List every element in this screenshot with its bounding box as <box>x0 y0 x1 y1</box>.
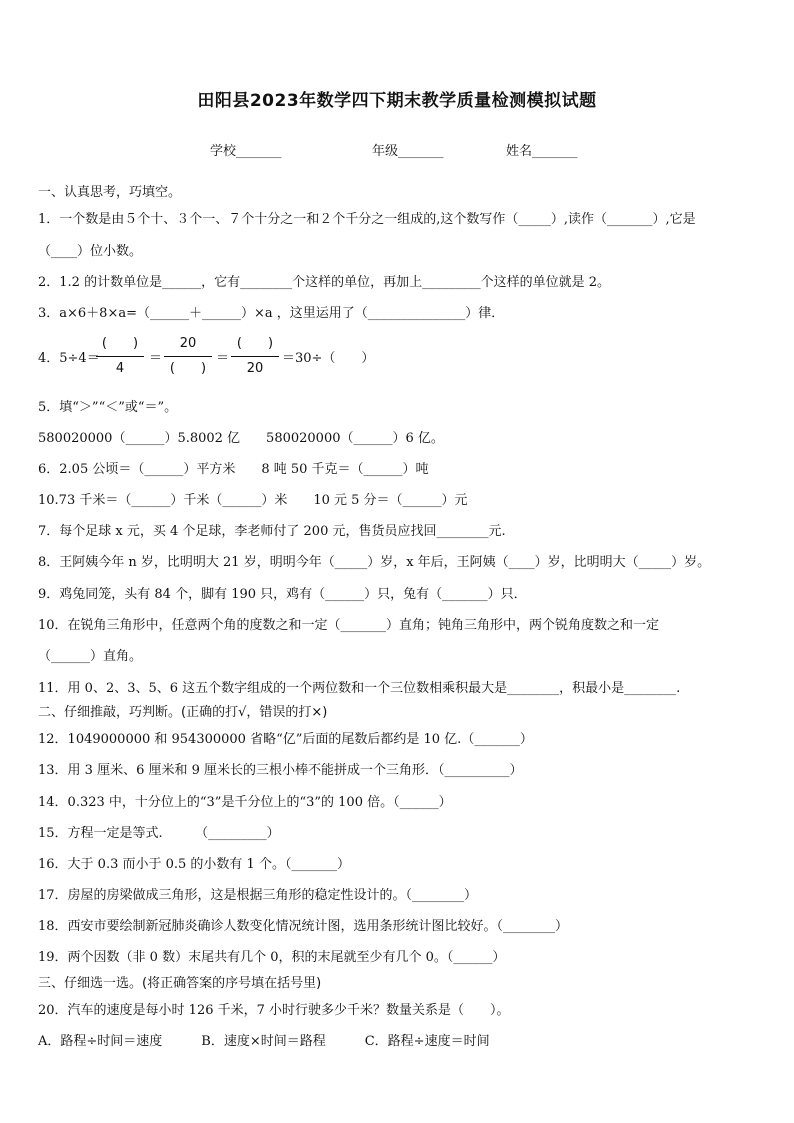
q4-f2-denominator: ( ) <box>169 361 207 376</box>
page-title: 田阳县2023年数学四下期末教学质量检测模拟试题 <box>197 91 597 111</box>
question-19: 19．两个因数（非 0 数）末尾共有几个 0，积的末尾就至少有几个 0。（______） <box>38 950 506 965</box>
q4-fraction-3 <box>231 334 279 379</box>
question-12: 12．1049000000 和 954300000 省略“亿”后面的尾数后都约是 10 亿.（_______） <box>38 732 533 747</box>
question-14: 14．0.323 中，十分位上的“3”是千分位上的“3”的 100 倍。（______） <box>38 795 452 810</box>
question-5: 5．填“＞”“＜”或“＝”。 <box>38 400 178 415</box>
question-8: 8．王阿姨今年 n 岁，比明明大 21 岁，明明今年（_____）岁，x 年后，王阿姨（____）岁，比明明大（_____）岁。 <box>38 555 711 570</box>
section-1-heading: 一、认真思考，巧填空。 <box>38 185 182 200</box>
question-16: 16．大于 0.3 而小于 0.5 的小数有 1 个。（_______） <box>38 857 350 872</box>
question-2: 2．1.2 的计数单位是______，它有________个这样的单位，再加上_________个这样的单位就是 2。 <box>38 275 610 290</box>
question-18: 18．西安市要绘制新冠肺炎确诊人数变化情况统计图，选用条形统计图比较好。（________） <box>38 919 569 934</box>
q4-f3-numerator: ( ) <box>236 336 274 351</box>
q4-fraction-1 <box>96 334 144 379</box>
question-6: 6．2.05 公顷＝（______）平方米 8 吨 50 千克＝（______）吨 <box>38 462 429 477</box>
name-field: 姓名_______ <box>506 144 578 159</box>
q4-f1-denominator: 4 <box>115 361 125 376</box>
question-10: 10．在锐角三角形中，任意两个角的度数之和一定（_______）直角；钝角三角形中，两个锐角度数之和一定 <box>38 618 660 633</box>
question-6-row2: 10.73 千米＝（______）千米（______）米 10 元 5 分＝（______）元 <box>38 493 468 508</box>
question-5-row: 580020000（______）5.8002 亿 580020000（______）6 亿。 <box>38 431 444 446</box>
question-9: 9．鸡兔同笼，头有 84 个，脚有 190 只，鸡有（______）只，兔有（_______）只． <box>38 587 527 602</box>
question-1: 1．一个数是由５个十、３个一、７个十分之一和２个千分之一组成的,这个数写作（_____）,读作（_______）,它是 <box>38 212 696 227</box>
q4-f1-numerator: ( ) <box>101 336 139 351</box>
question-15: 15．方程一定是等式. （_________） <box>38 826 280 841</box>
question-10-cont: （______）直角。 <box>38 649 143 664</box>
section-3-heading: 三、仔细选一选。(将正确答案的序号填在括号里) <box>38 976 322 991</box>
question-1-cont: （____）位小数。 <box>38 244 143 259</box>
q4-equals-1: ＝ <box>149 351 163 366</box>
q4-equals-2: ＝ <box>216 351 230 366</box>
grade-field: 年级_______ <box>372 144 444 159</box>
question-7: 7．每个足球 x 元，买 4 个足球，李老师付了 200 元，售货员应找回________元. <box>38 524 506 539</box>
q4-f3-denominator: 20 <box>246 361 264 376</box>
q4-f2-numerator: 20 <box>179 336 197 351</box>
q4-fraction-2 <box>164 334 212 379</box>
question-11: 11．用 0、2、3、5、6 这五个数字组成的一个两位数和一个三位数相乘积最大是________，积最小是________. <box>38 681 681 696</box>
question-13: 13．用 3 厘米、6 厘米和 9 厘米长的三根小棒不能拼成一个三角形．（__________） <box>38 763 523 778</box>
q4-tail: ＝30÷（ ） <box>282 351 375 366</box>
question-3: 3．a×6＋8×a=（______＋______）×a ，这里运用了（_______________）律． <box>38 306 505 321</box>
question-20: 20．汽车的速度是每小时 126 千米，7 小时行驶多少千米？数量关系是（ ）。 <box>38 1003 510 1018</box>
school-field: 学校_______ <box>210 144 282 159</box>
question-20-options: A．路程÷时间＝速度 B．速度×时间＝路程 C．路程÷速度＝时间 <box>38 1034 490 1049</box>
question-17: 17．房屋的房梁做成三角形，这是根据三角形的稳定性设计的。（________） <box>38 888 478 903</box>
q4-prefix: 4．5÷4＝ <box>38 351 100 366</box>
section-2-heading: 二、仔细推敲，巧判断。(正确的打√，错误的打×) <box>38 705 328 720</box>
